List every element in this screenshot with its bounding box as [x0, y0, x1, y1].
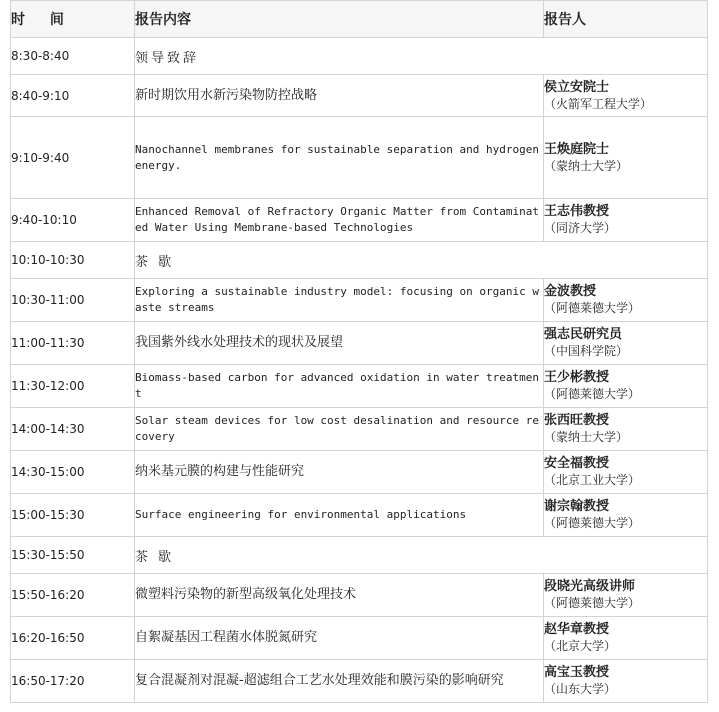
- table-row: [11, 574, 708, 617]
- speaker-cell: [544, 574, 708, 617]
- talk-title: 复合混凝剂对混凝-超滤组合工艺水处理效能和膜污染的影响研究: [135, 660, 544, 703]
- speaker-affiliation: （火箭军工程大学）: [544, 96, 653, 111]
- talk-title: 新时期饮用水新污染物防控战略: [135, 75, 544, 117]
- break-cell: 茶 歇: [135, 242, 708, 279]
- speaker-name: 侯立安院士: [544, 79, 610, 95]
- table-row: [11, 660, 708, 703]
- talk-title: Enhanced Removal of Refractory Organic Matter from Contaminated Water Using Membrane-based Technologies: [135, 199, 544, 242]
- speaker-affiliation: （阿德莱德大学）: [544, 516, 641, 530]
- talk-title: 我国紫外线水处理技术的现状及展望: [135, 322, 544, 365]
- time-cell: 14:00-14:30: [11, 408, 135, 451]
- speaker-cell: [544, 75, 708, 117]
- speaker-cell: [544, 408, 708, 451]
- talk-title: Nanochannel membranes for sustainable separation and hydrogen energy.: [135, 117, 544, 199]
- header-time: 时 间: [11, 1, 135, 38]
- speaker-affiliation: （阿德莱德大学）: [544, 301, 641, 315]
- speaker-name: 王少彬教授: [544, 370, 610, 385]
- speaker-name: 强志民研究员: [544, 327, 623, 342]
- speaker-name: 张西旺教授: [544, 413, 610, 428]
- speaker-name: 谢宗翰教授: [544, 499, 610, 514]
- speaker-affiliation: （北京工业大学）: [544, 473, 641, 487]
- table-row: [11, 322, 708, 365]
- table-row: [11, 494, 708, 537]
- talk-title: Exploring a sustainable industry model: focusing on organic waste streams: [135, 279, 544, 322]
- speaker-name: 金波教授: [544, 284, 597, 299]
- table-row: [11, 75, 708, 117]
- speaker-cell: [544, 494, 708, 537]
- table-row: [11, 451, 708, 494]
- talk-title: 微塑料污染物的新型高级氧化处理技术: [135, 574, 544, 617]
- speaker-name: 高宝玉教授: [544, 665, 610, 680]
- talk-title: Solar steam devices for low cost desalination and resource recovery: [135, 408, 544, 451]
- talk-title: Biomass-based carbon for advanced oxidation in water treatment: [135, 365, 544, 408]
- break-cell: 茶 歇: [135, 537, 708, 574]
- table-row: [11, 242, 708, 279]
- speaker-affiliation: （阿德莱德大学）: [544, 596, 641, 610]
- speaker-cell: [544, 279, 708, 322]
- speaker-cell: [544, 322, 708, 365]
- table-row: [11, 408, 708, 451]
- speaker-affiliation: （山东大学）: [544, 682, 617, 696]
- speaker-affiliation: （中国科学院）: [544, 344, 629, 358]
- speaker-name: 段晓光高级讲师: [544, 579, 636, 594]
- talk-title: 自絮凝基因工程菌水体脱氮研究: [135, 617, 544, 660]
- table-row: [11, 279, 708, 322]
- speaker-cell: [544, 199, 708, 242]
- schedule-table: [10, 0, 708, 703]
- time-cell: 16:50-17:20: [11, 660, 135, 703]
- table-row: [11, 38, 708, 75]
- table-row: [11, 365, 708, 408]
- talk-title: Surface engineering for environmental applications: [135, 494, 544, 537]
- speaker-affiliation: （蒙纳士大学）: [544, 430, 629, 444]
- speaker-cell: [544, 365, 708, 408]
- header-title: 报告内容: [135, 1, 544, 38]
- session-cell: 领导致辞: [135, 38, 708, 75]
- speaker-affiliation: （北京大学）: [544, 639, 617, 653]
- table-row: [11, 199, 708, 242]
- speaker-name: 安全福教授: [544, 456, 610, 471]
- speaker-affiliation: （同济大学）: [544, 221, 617, 235]
- time-cell: 14:30-15:00: [11, 451, 135, 494]
- speaker-name: 王焕庭院士: [544, 141, 610, 157]
- time-cell: 15:30-15:50: [11, 537, 135, 574]
- speaker-cell: [544, 117, 708, 199]
- time-cell: 9:40-10:10: [11, 199, 135, 242]
- time-cell: 16:20-16:50: [11, 617, 135, 660]
- time-cell: 10:30-11:00: [11, 279, 135, 322]
- table-row: [11, 537, 708, 574]
- header-row: [11, 1, 708, 38]
- time-cell: 11:30-12:00: [11, 365, 135, 408]
- table-row: [11, 117, 708, 199]
- speaker-name: 王志伟教授: [544, 204, 610, 219]
- header-speaker: 报告人: [544, 1, 708, 38]
- time-cell: 8:30-8:40: [11, 38, 135, 75]
- speaker-affiliation: （阿德莱德大学）: [544, 387, 641, 401]
- talk-title: 纳米基元膜的构建与性能研究: [135, 451, 544, 494]
- time-cell: 11:00-11:30: [11, 322, 135, 365]
- speaker-cell: [544, 451, 708, 494]
- time-cell: 15:50-16:20: [11, 574, 135, 617]
- speaker-cell: [544, 660, 708, 703]
- speaker-name: 赵华章教授: [544, 622, 610, 637]
- time-cell: 8:40-9:10: [11, 75, 135, 117]
- table-row: [11, 617, 708, 660]
- time-cell: 15:00-15:30: [11, 494, 135, 537]
- speaker-affiliation: （蒙纳士大学）: [544, 158, 629, 173]
- time-cell: 9:10-9:40: [11, 117, 135, 199]
- time-cell: 10:10-10:30: [11, 242, 135, 279]
- speaker-cell: [544, 617, 708, 660]
